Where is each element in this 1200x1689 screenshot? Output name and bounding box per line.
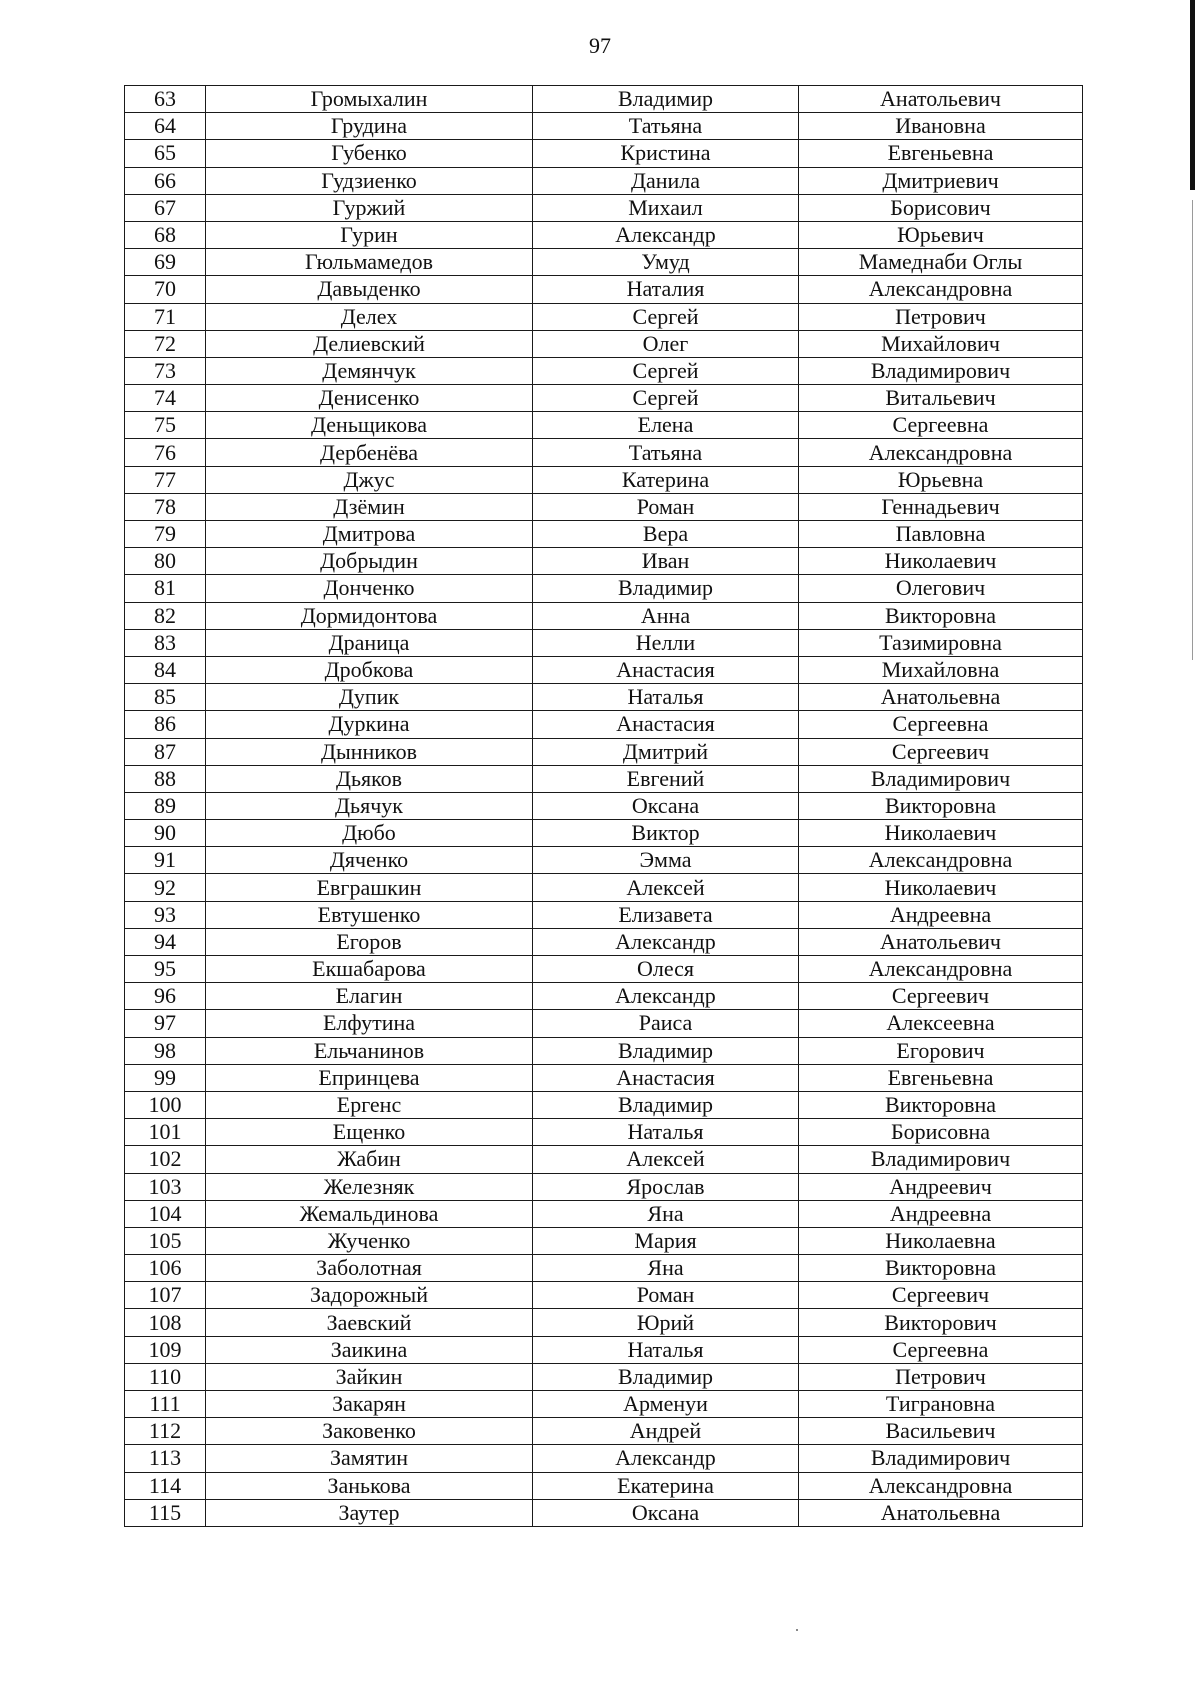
row-number-cell: 75 (125, 412, 206, 439)
table-row (125, 1309, 1083, 1336)
table-row (125, 221, 1083, 248)
row-number-cell: 66 (125, 167, 206, 194)
table-row (125, 575, 1083, 602)
table-row (125, 357, 1083, 384)
row-number-cell: 88 (125, 765, 206, 792)
table-row (125, 330, 1083, 357)
patronymic-cell: Николаевич (799, 548, 1083, 575)
row-number-cell: 105 (125, 1227, 206, 1254)
row-number-cell: 72 (125, 330, 206, 357)
row-number-cell: 74 (125, 385, 206, 412)
table-row (125, 493, 1083, 520)
table-row (125, 303, 1083, 330)
row-number-cell: 102 (125, 1146, 206, 1173)
table-row (125, 412, 1083, 439)
last-name-cell: Заикина (206, 1336, 533, 1363)
patronymic-cell: Викторовна (799, 602, 1083, 629)
patronymic-cell: Александровна (799, 1472, 1083, 1499)
last-name-cell: Давыденко (206, 276, 533, 303)
table-row (125, 249, 1083, 276)
patronymic-cell: Владимирович (799, 765, 1083, 792)
table-row (125, 1499, 1083, 1526)
table-row (125, 684, 1083, 711)
first-name-cell: Умуд (533, 249, 799, 276)
patronymic-cell: Викторовна (799, 1091, 1083, 1118)
table-row (125, 167, 1083, 194)
first-name-cell: Анастасия (533, 1064, 799, 1091)
first-name-cell: Владимир (533, 1037, 799, 1064)
last-name-cell: Дюбо (206, 820, 533, 847)
first-name-cell: Анастасия (533, 711, 799, 738)
patronymic-cell: Тазимировна (799, 629, 1083, 656)
row-number-cell: 109 (125, 1336, 206, 1363)
roster-table-body (125, 86, 1083, 1527)
row-number-cell: 92 (125, 874, 206, 901)
last-name-cell: Гурин (206, 221, 533, 248)
table-row (125, 1472, 1083, 1499)
patronymic-cell: Андреевна (799, 1200, 1083, 1227)
last-name-cell: Губенко (206, 140, 533, 167)
patronymic-cell: Петрович (799, 303, 1083, 330)
first-name-cell: Сергей (533, 357, 799, 384)
last-name-cell: Дупик (206, 684, 533, 711)
first-name-cell: Яна (533, 1255, 799, 1282)
row-number-cell: 100 (125, 1091, 206, 1118)
row-number-cell: 112 (125, 1418, 206, 1445)
last-name-cell: Деньщикова (206, 412, 533, 439)
patronymic-cell: Геннадьевич (799, 493, 1083, 520)
patronymic-cell: Викторовна (799, 792, 1083, 819)
patronymic-cell: Сергеевна (799, 412, 1083, 439)
last-name-cell: Дормидонтова (206, 602, 533, 629)
first-name-cell: Иван (533, 548, 799, 575)
row-number-cell: 78 (125, 493, 206, 520)
last-name-cell: Заутер (206, 1499, 533, 1526)
row-number-cell: 63 (125, 86, 206, 113)
first-name-cell: Данила (533, 167, 799, 194)
last-name-cell: Заболотная (206, 1255, 533, 1282)
patronymic-cell: Олегович (799, 575, 1083, 602)
first-name-cell: Владимир (533, 1091, 799, 1118)
table-row (125, 1282, 1083, 1309)
last-name-cell: Делех (206, 303, 533, 330)
last-name-cell: Егоров (206, 928, 533, 955)
row-number-cell: 84 (125, 656, 206, 683)
patronymic-cell: Михайловна (799, 656, 1083, 683)
row-number-cell: 93 (125, 901, 206, 928)
patronymic-cell: Владимирович (799, 357, 1083, 384)
first-name-cell: Александр (533, 221, 799, 248)
last-name-cell: Заковенко (206, 1418, 533, 1445)
last-name-cell: Заевский (206, 1309, 533, 1336)
first-name-cell: Роман (533, 1282, 799, 1309)
row-number-cell: 71 (125, 303, 206, 330)
last-name-cell: Дзёмин (206, 493, 533, 520)
table-row (125, 1119, 1083, 1146)
patronymic-cell: Павловна (799, 521, 1083, 548)
patronymic-cell: Ивановна (799, 113, 1083, 140)
patronymic-cell: Сергеевна (799, 1336, 1083, 1363)
last-name-cell: Замятин (206, 1445, 533, 1472)
first-name-cell: Наталья (533, 684, 799, 711)
patronymic-cell: Васильевич (799, 1418, 1083, 1445)
last-name-cell: Жученко (206, 1227, 533, 1254)
first-name-cell: Татьяна (533, 113, 799, 140)
row-number-cell: 94 (125, 928, 206, 955)
row-number-cell: 115 (125, 1499, 206, 1526)
last-name-cell: Делиевский (206, 330, 533, 357)
row-number-cell: 106 (125, 1255, 206, 1282)
first-name-cell: Роман (533, 493, 799, 520)
row-number-cell: 85 (125, 684, 206, 711)
first-name-cell: Михаил (533, 194, 799, 221)
table-row (125, 765, 1083, 792)
row-number-cell: 95 (125, 956, 206, 983)
table-row (125, 901, 1083, 928)
last-name-cell: Задорожный (206, 1282, 533, 1309)
last-name-cell: Дьяков (206, 765, 533, 792)
first-name-cell: Виктор (533, 820, 799, 847)
patronymic-cell: Егорович (799, 1037, 1083, 1064)
first-name-cell: Евгений (533, 765, 799, 792)
last-name-cell: Жабин (206, 1146, 533, 1173)
last-name-cell: Дробкова (206, 656, 533, 683)
row-number-cell: 107 (125, 1282, 206, 1309)
last-name-cell: Гудзиенко (206, 167, 533, 194)
patronymic-cell: Андреевна (799, 901, 1083, 928)
first-name-cell: Эмма (533, 847, 799, 874)
table-row (125, 140, 1083, 167)
first-name-cell: Владимир (533, 575, 799, 602)
table-row (125, 956, 1083, 983)
table-row (125, 1146, 1083, 1173)
table-row (125, 629, 1083, 656)
patronymic-cell: Николаевич (799, 874, 1083, 901)
table-row (125, 602, 1083, 629)
first-name-cell: Яна (533, 1200, 799, 1227)
table-row (125, 1037, 1083, 1064)
last-name-cell: Драница (206, 629, 533, 656)
last-name-cell: Екшабарова (206, 956, 533, 983)
first-name-cell: Анна (533, 602, 799, 629)
table-row (125, 847, 1083, 874)
row-number-cell: 113 (125, 1445, 206, 1472)
page-number: 97 (589, 33, 611, 58)
row-number-cell: 80 (125, 548, 206, 575)
patronymic-cell: Мамеднаби Оглы (799, 249, 1083, 276)
first-name-cell: Александр (533, 1445, 799, 1472)
row-number-cell: 69 (125, 249, 206, 276)
last-name-cell: Занькова (206, 1472, 533, 1499)
first-name-cell: Катерина (533, 466, 799, 493)
scan-edge-faint-mark (1192, 200, 1193, 660)
patronymic-cell: Николаевна (799, 1227, 1083, 1254)
last-name-cell: Дербенёва (206, 439, 533, 466)
last-name-cell: Гуржий (206, 194, 533, 221)
patronymic-cell: Александровна (799, 847, 1083, 874)
patronymic-cell: Анатольевич (799, 928, 1083, 955)
patronymic-cell: Владимирович (799, 1146, 1083, 1173)
patronymic-cell: Сергеевна (799, 711, 1083, 738)
first-name-cell: Юрий (533, 1309, 799, 1336)
patronymic-cell: Александровна (799, 276, 1083, 303)
patronymic-cell: Андреевич (799, 1173, 1083, 1200)
first-name-cell: Екатерина (533, 1472, 799, 1499)
table-row (125, 1091, 1083, 1118)
table-row (125, 1010, 1083, 1037)
row-number-cell: 73 (125, 357, 206, 384)
first-name-cell: Мария (533, 1227, 799, 1254)
first-name-cell: Оксана (533, 1499, 799, 1526)
last-name-cell: Епринцева (206, 1064, 533, 1091)
last-name-cell: Демянчук (206, 357, 533, 384)
table-row (125, 194, 1083, 221)
patronymic-cell: Сергеевич (799, 983, 1083, 1010)
last-name-cell: Дмитрова (206, 521, 533, 548)
first-name-cell: Елена (533, 412, 799, 439)
row-number-cell: 86 (125, 711, 206, 738)
last-name-cell: Дьячук (206, 792, 533, 819)
patronymic-cell: Петрович (799, 1363, 1083, 1390)
patronymic-cell: Анатольевна (799, 684, 1083, 711)
last-name-cell: Елагин (206, 983, 533, 1010)
first-name-cell: Арменуи (533, 1391, 799, 1418)
first-name-cell: Татьяна (533, 439, 799, 466)
row-number-cell: 83 (125, 629, 206, 656)
last-name-cell: Дяченко (206, 847, 533, 874)
table-row (125, 874, 1083, 901)
row-number-cell: 98 (125, 1037, 206, 1064)
patronymic-cell: Дмитриевич (799, 167, 1083, 194)
first-name-cell: Оксана (533, 792, 799, 819)
row-number-cell: 67 (125, 194, 206, 221)
last-name-cell: Грудина (206, 113, 533, 140)
table-row (125, 521, 1083, 548)
table-row (125, 439, 1083, 466)
row-number-cell: 65 (125, 140, 206, 167)
row-number-cell: 101 (125, 1119, 206, 1146)
row-number-cell: 99 (125, 1064, 206, 1091)
table-row (125, 385, 1083, 412)
first-name-cell: Олег (533, 330, 799, 357)
first-name-cell: Алексей (533, 1146, 799, 1173)
row-number-cell: 89 (125, 792, 206, 819)
last-name-cell: Евграшкин (206, 874, 533, 901)
patronymic-cell: Сергеевич (799, 738, 1083, 765)
row-number-cell: 103 (125, 1173, 206, 1200)
first-name-cell: Олеся (533, 956, 799, 983)
last-name-cell: Ергенс (206, 1091, 533, 1118)
first-name-cell: Раиса (533, 1010, 799, 1037)
first-name-cell: Вера (533, 521, 799, 548)
row-number-cell: 68 (125, 221, 206, 248)
first-name-cell: Кристина (533, 140, 799, 167)
patronymic-cell: Алексеевна (799, 1010, 1083, 1037)
first-name-cell: Ярослав (533, 1173, 799, 1200)
row-number-cell: 90 (125, 820, 206, 847)
first-name-cell: Наталья (533, 1336, 799, 1363)
last-name-cell: Джус (206, 466, 533, 493)
last-name-cell: Громыхалин (206, 86, 533, 113)
table-row (125, 928, 1083, 955)
patronymic-cell: Евгеньевна (799, 1064, 1083, 1091)
table-row (125, 86, 1083, 113)
table-row (125, 820, 1083, 847)
table-row (125, 1391, 1083, 1418)
last-name-cell: Дуркина (206, 711, 533, 738)
table-row (125, 983, 1083, 1010)
table-row (125, 738, 1083, 765)
patronymic-cell: Витальевич (799, 385, 1083, 412)
patronymic-cell: Викторовна (799, 1255, 1083, 1282)
last-name-cell: Добрыдин (206, 548, 533, 575)
last-name-cell: Дынников (206, 738, 533, 765)
row-number-cell: 114 (125, 1472, 206, 1499)
last-name-cell: Железняк (206, 1173, 533, 1200)
patronymic-cell: Владимирович (799, 1445, 1083, 1472)
first-name-cell: Нелли (533, 629, 799, 656)
first-name-cell: Сергей (533, 303, 799, 330)
patronymic-cell: Борисовна (799, 1119, 1083, 1146)
table-row (125, 548, 1083, 575)
patronymic-cell: Борисович (799, 194, 1083, 221)
table-row (125, 1363, 1083, 1390)
patronymic-cell: Анатольевич (799, 86, 1083, 113)
last-name-cell: Елфутина (206, 1010, 533, 1037)
row-number-cell: 76 (125, 439, 206, 466)
table-row (125, 1445, 1083, 1472)
patronymic-cell: Николаевич (799, 820, 1083, 847)
table-row (125, 1227, 1083, 1254)
patronymic-cell: Юрьевна (799, 466, 1083, 493)
row-number-cell: 77 (125, 466, 206, 493)
patronymic-cell: Викторович (799, 1309, 1083, 1336)
row-number-cell: 91 (125, 847, 206, 874)
row-number-cell: 96 (125, 983, 206, 1010)
first-name-cell: Елизавета (533, 901, 799, 928)
scan-speck (796, 1629, 798, 1631)
first-name-cell: Владимир (533, 86, 799, 113)
row-number-cell: 81 (125, 575, 206, 602)
first-name-cell: Алексей (533, 874, 799, 901)
first-name-cell: Александр (533, 928, 799, 955)
row-number-cell: 82 (125, 602, 206, 629)
last-name-cell: Донченко (206, 575, 533, 602)
roster-table (124, 85, 1083, 1527)
table-row (125, 1418, 1083, 1445)
first-name-cell: Дмитрий (533, 738, 799, 765)
last-name-cell: Закарян (206, 1391, 533, 1418)
first-name-cell: Сергей (533, 385, 799, 412)
patronymic-cell: Евгеньевна (799, 140, 1083, 167)
last-name-cell: Зайкин (206, 1363, 533, 1390)
table-row (125, 656, 1083, 683)
table-row (125, 1200, 1083, 1227)
patronymic-cell: Анатольевна (799, 1499, 1083, 1526)
patronymic-cell: Александровна (799, 439, 1083, 466)
last-name-cell: Жемальдинова (206, 1200, 533, 1227)
last-name-cell: Гюльмамедов (206, 249, 533, 276)
table-row (125, 466, 1083, 493)
table-row (125, 1255, 1083, 1282)
table-row (125, 276, 1083, 303)
first-name-cell: Александр (533, 983, 799, 1010)
first-name-cell: Владимир (533, 1363, 799, 1390)
row-number-cell: 97 (125, 1010, 206, 1037)
row-number-cell: 104 (125, 1200, 206, 1227)
row-number-cell: 79 (125, 521, 206, 548)
last-name-cell: Евтушенко (206, 901, 533, 928)
row-number-cell: 87 (125, 738, 206, 765)
first-name-cell: Анастасия (533, 656, 799, 683)
row-number-cell: 70 (125, 276, 206, 303)
table-row (125, 1064, 1083, 1091)
first-name-cell: Наталья (533, 1119, 799, 1146)
patronymic-cell: Михайлович (799, 330, 1083, 357)
patronymic-cell: Тиграновна (799, 1391, 1083, 1418)
first-name-cell: Андрей (533, 1418, 799, 1445)
row-number-cell: 108 (125, 1309, 206, 1336)
patronymic-cell: Сергеевич (799, 1282, 1083, 1309)
row-number-cell: 64 (125, 113, 206, 140)
last-name-cell: Ельчанинов (206, 1037, 533, 1064)
row-number-cell: 111 (125, 1391, 206, 1418)
last-name-cell: Денисенко (206, 385, 533, 412)
patronymic-cell: Юрьевич (799, 221, 1083, 248)
last-name-cell: Ещенко (206, 1119, 533, 1146)
table-row (125, 1173, 1083, 1200)
table-row (125, 1336, 1083, 1363)
first-name-cell: Наталия (533, 276, 799, 303)
table-row (125, 711, 1083, 738)
scan-edge-mark (1190, 0, 1195, 190)
patronymic-cell: Александровна (799, 956, 1083, 983)
row-number-cell: 110 (125, 1363, 206, 1390)
table-row (125, 792, 1083, 819)
table-row (125, 113, 1083, 140)
